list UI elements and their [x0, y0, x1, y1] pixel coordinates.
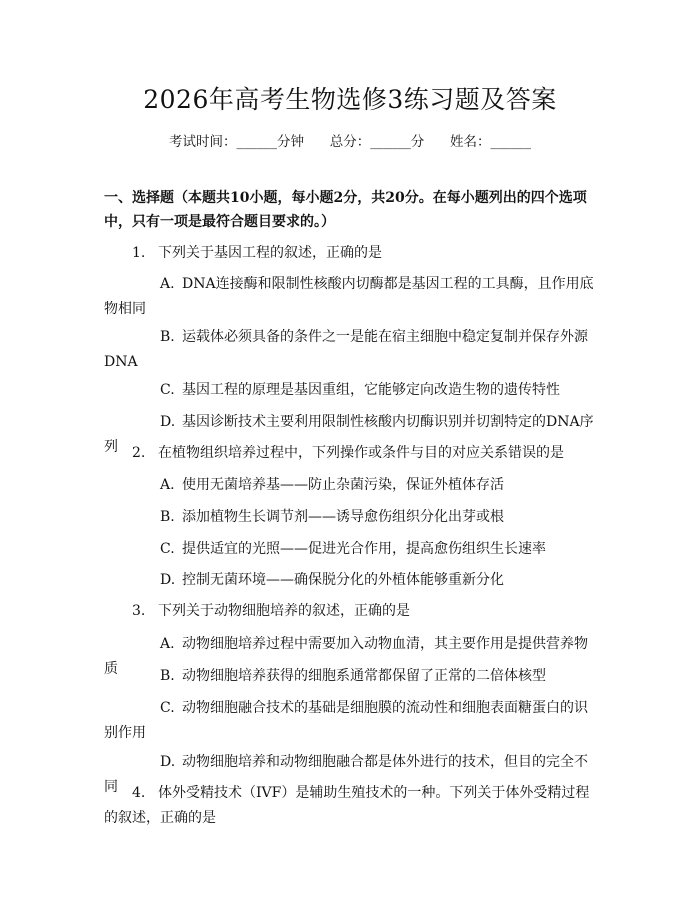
q1-option-b	[104, 325, 596, 375]
question-4	[104, 781, 596, 831]
q1-option-a	[104, 272, 596, 322]
q3-option-b	[104, 664, 596, 689]
option-text: DNA连接酶和限制性核酸内切酶都是基因工程的工具酶，且作用底物相同	[104, 276, 594, 317]
option-text: 添加植物生长调节剂——诱导愈伤组织分化出芽或根	[182, 509, 504, 525]
question-number: 1.	[132, 245, 146, 261]
question-1	[104, 241, 596, 266]
total-score-field: 总分：______分	[329, 134, 425, 150]
option-text: 动物细胞融合技术的基础是细胞膜的流动性和细胞表面糖蛋白的识别作用	[104, 700, 588, 741]
exam-time-field: 考试时间：______分钟	[169, 134, 304, 150]
student-name-field: 姓名：______	[450, 134, 531, 150]
question-number: 4.	[132, 785, 146, 801]
option-text: 动物细胞培养过程中需要加入动物血清，其主要作用是提供营养物质	[104, 636, 588, 677]
document-title: 2026年高考生物选修3练习题及答案	[143, 85, 557, 114]
option-letter: D.	[160, 572, 176, 588]
q2-option-a	[104, 473, 596, 498]
q2-option-c	[104, 537, 596, 562]
option-text: 基因诊断技术主要利用限制性核酸内切酶识别并切割特定的DNA序列	[104, 414, 594, 455]
question-2	[104, 441, 596, 466]
option-text: 控制无菌环境——确保脱分化的外植体能够重新分化	[182, 572, 504, 588]
option-letter: D.	[160, 414, 176, 430]
q2-option-d	[104, 568, 596, 593]
q2-option-b	[104, 505, 596, 530]
option-letter: C.	[160, 700, 175, 716]
option-letter: A.	[160, 477, 175, 493]
question-number: 3.	[132, 603, 146, 619]
exam-meta	[0, 132, 700, 152]
question-stem: 在植物组织培养过程中，下列操作或条件与目的对应关系错误的是	[158, 445, 564, 461]
question-stem: 下列关于动物细胞培养的叙述，正确的是	[158, 603, 410, 619]
option-letter: B.	[160, 509, 175, 525]
option-text: 使用无菌培养基——防止杂菌污染，保证外植体存活	[182, 477, 504, 493]
option-text: 提供适宜的光照——促进光合作用，提高愈伤组织生长速率	[182, 541, 546, 557]
option-letter: B.	[160, 668, 175, 684]
option-text: 基因工程的原理是基因重组，它能够定向改造生物的遗传特性	[182, 382, 560, 398]
question-number: 2.	[132, 445, 146, 461]
option-text: 动物细胞培养和动物细胞融合都是体外进行的技术，但目的完全不同	[104, 754, 588, 795]
q1-option-c	[104, 378, 596, 403]
option-text: 运载体必须具备的条件之一是能在宿主细胞中稳定复制并保存外源DNA	[104, 329, 588, 370]
question-3	[104, 599, 596, 624]
option-letter: D.	[160, 754, 176, 770]
option-letter: B.	[160, 329, 175, 345]
question-stem: 体外受精技术（IVF）是辅助生殖技术的一种。下列关于体外受精过程的叙述，正确的是	[104, 785, 590, 826]
option-text: 动物细胞培养获得的细胞系通常都保留了正常的二倍体核型	[182, 668, 546, 684]
q3-option-c	[104, 696, 596, 746]
option-letter: C.	[160, 541, 175, 557]
section-header: 一、选择题（本题共10小题，每小题2分，共20分。在每小题列出的四个选项中，只有一项是最符合题目要求的。）	[104, 190, 587, 230]
option-letter: A.	[160, 276, 175, 292]
question-stem: 下列关于基因工程的叙述，正确的是	[158, 245, 382, 261]
option-letter: A.	[160, 636, 175, 652]
option-letter: C.	[160, 382, 175, 398]
